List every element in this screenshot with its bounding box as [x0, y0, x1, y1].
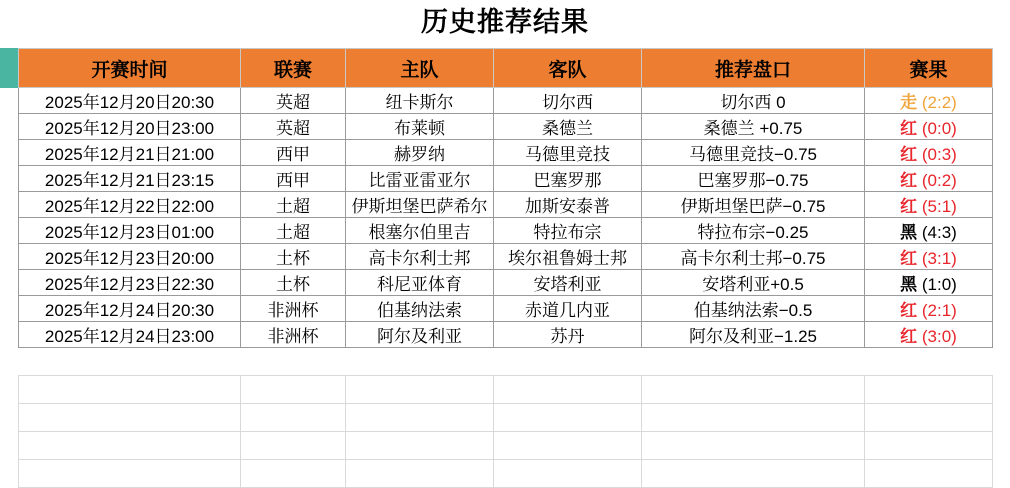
result-label: 黑 [900, 223, 918, 242]
cell-result [865, 166, 993, 192]
empty-cell[interactable] [865, 376, 993, 404]
cell-result [865, 192, 993, 218]
result-label: 红 [900, 327, 918, 346]
column-header-league: 联赛 [241, 49, 346, 88]
status-badge [900, 275, 957, 294]
cell-home-team: 纽卡斯尔 [346, 88, 494, 114]
result-label: 红 [900, 119, 918, 138]
empty-cell[interactable] [19, 404, 241, 432]
empty-row [19, 376, 993, 404]
cell-time: 2025年12月24日20:30 [19, 296, 241, 322]
column-header-result: 赛果 [865, 49, 993, 88]
result-score: (0:2) [917, 171, 957, 190]
status-badge [900, 93, 957, 112]
cell-time: 2025年12月21日21:00 [19, 140, 241, 166]
result-score: (5:1) [917, 197, 957, 216]
cell-result [865, 114, 993, 140]
cell-home-team: 伊斯坦堡巴萨希尔 [346, 192, 494, 218]
cell-home-team: 根塞尔伯里吉 [346, 218, 494, 244]
empty-cell[interactable] [241, 432, 346, 460]
result-label: 红 [900, 249, 918, 268]
empty-row [19, 404, 993, 432]
table-row [19, 244, 993, 270]
cell-time: 2025年12月24日23:00 [19, 322, 241, 348]
result-label: 红 [900, 301, 918, 320]
cell-league: 西甲 [241, 166, 346, 192]
cell-home-team: 比雷亚雷亚尔 [346, 166, 494, 192]
cell-time: 2025年12月23日20:00 [19, 244, 241, 270]
empty-row [19, 432, 993, 460]
cell-home-team: 布莱顿 [346, 114, 494, 140]
empty-cell[interactable] [865, 404, 993, 432]
table-header-row [19, 49, 993, 88]
empty-cell[interactable] [642, 376, 865, 404]
cell-pick: 巴塞罗那−0.75 [642, 166, 865, 192]
cell-home-team: 阿尔及利亚 [346, 322, 494, 348]
cell-away-team: 特拉布宗 [494, 218, 642, 244]
cell-result [865, 322, 993, 348]
empty-cell[interactable] [494, 460, 642, 488]
result-label: 红 [900, 145, 918, 164]
result-score: (3:1) [917, 249, 957, 268]
result-label: 黑 [900, 275, 918, 294]
table-row [19, 270, 993, 296]
cell-pick: 马德里竞技−0.75 [642, 140, 865, 166]
cell-away-team: 桑德兰 [494, 114, 642, 140]
result-label: 红 [900, 171, 918, 190]
cell-time: 2025年12月23日01:00 [19, 218, 241, 244]
page-title: 历史推荐结果 [421, 7, 589, 37]
empty-cell[interactable] [642, 432, 865, 460]
result-score: (3:0) [917, 327, 957, 346]
status-badge [900, 301, 957, 320]
cell-away-team: 切尔西 [494, 88, 642, 114]
cell-away-team: 安塔利亚 [494, 270, 642, 296]
table-row [19, 114, 993, 140]
empty-cell[interactable] [19, 432, 241, 460]
empty-cell[interactable] [494, 376, 642, 404]
cell-home-team: 高卡尔利士邦 [346, 244, 494, 270]
cell-result [865, 244, 993, 270]
empty-cell[interactable] [346, 376, 494, 404]
cell-league: 英超 [241, 88, 346, 114]
column-header-time: 开赛时间 [19, 49, 241, 88]
cell-league: 英超 [241, 114, 346, 140]
cell-result [865, 140, 993, 166]
empty-cell[interactable] [19, 460, 241, 488]
cell-pick: 高卡尔利士邦−0.75 [642, 244, 865, 270]
empty-rows-body [19, 376, 993, 488]
empty-cell[interactable] [642, 404, 865, 432]
status-badge [900, 223, 957, 242]
cell-pick: 伯基纳法索−0.5 [642, 296, 865, 322]
empty-rows-grid [18, 375, 993, 488]
status-badge [900, 119, 957, 138]
empty-cell[interactable] [865, 460, 993, 488]
cell-pick: 切尔西 0 [642, 88, 865, 114]
status-badge [900, 197, 957, 216]
row-accent-marker [0, 48, 18, 88]
result-score: (2:2) [917, 93, 957, 112]
empty-cell[interactable] [346, 460, 494, 488]
table-row [19, 322, 993, 348]
cell-away-team: 马德里竞技 [494, 140, 642, 166]
result-score: (1:0) [917, 275, 957, 294]
status-badge [900, 249, 957, 268]
status-badge [900, 171, 957, 190]
cell-pick: 阿尔及利亚−1.25 [642, 322, 865, 348]
empty-cell[interactable] [19, 376, 241, 404]
cell-pick: 特拉布宗−0.25 [642, 218, 865, 244]
empty-cell[interactable] [346, 404, 494, 432]
cell-league: 土超 [241, 192, 346, 218]
cell-league: 非洲杯 [241, 322, 346, 348]
result-label: 走 [900, 93, 918, 112]
empty-row [19, 460, 993, 488]
table-row [19, 192, 993, 218]
cell-home-team: 科尼亚体育 [346, 270, 494, 296]
result-score: (4:3) [917, 223, 957, 242]
cell-away-team: 苏丹 [494, 322, 642, 348]
result-score: (0:3) [917, 145, 957, 164]
status-badge [900, 145, 957, 164]
cell-result [865, 270, 993, 296]
empty-cell[interactable] [241, 460, 346, 488]
cell-away-team: 埃尔祖鲁姆士邦 [494, 244, 642, 270]
empty-cell[interactable] [494, 404, 642, 432]
status-badge [900, 327, 957, 346]
column-header-home: 主队 [346, 49, 494, 88]
cell-league: 土超 [241, 218, 346, 244]
empty-cell[interactable] [241, 376, 346, 404]
cell-pick: 桑德兰 +0.75 [642, 114, 865, 140]
empty-cell[interactable] [494, 432, 642, 460]
result-label: 红 [900, 197, 918, 216]
table-row [19, 218, 993, 244]
table-row [19, 296, 993, 322]
cell-home-team: 赫罗纳 [346, 140, 494, 166]
empty-cell[interactable] [642, 460, 865, 488]
table-body [19, 88, 993, 348]
table-row [19, 140, 993, 166]
cell-time: 2025年12月20日20:30 [19, 88, 241, 114]
cell-pick: 安塔利亚+0.5 [642, 270, 865, 296]
cell-league: 西甲 [241, 140, 346, 166]
cell-away-team: 赤道几内亚 [494, 296, 642, 322]
cell-league: 土杯 [241, 244, 346, 270]
cell-home-team: 伯基纳法索 [346, 296, 494, 322]
cell-time: 2025年12月21日23:15 [19, 166, 241, 192]
cell-result [865, 88, 993, 114]
cell-time: 2025年12月23日22:30 [19, 270, 241, 296]
cell-pick: 伊斯坦堡巴萨−0.75 [642, 192, 865, 218]
result-score: (0:0) [917, 119, 957, 138]
cell-time: 2025年12月20日23:00 [19, 114, 241, 140]
empty-cell[interactable] [346, 432, 494, 460]
cell-league: 土杯 [241, 270, 346, 296]
cell-result [865, 296, 993, 322]
cell-time: 2025年12月22日22:00 [19, 192, 241, 218]
result-score: (2:1) [917, 301, 957, 320]
cell-result [865, 218, 993, 244]
empty-cell[interactable] [241, 404, 346, 432]
cell-league: 非洲杯 [241, 296, 346, 322]
table-row [19, 88, 993, 114]
empty-cell[interactable] [865, 432, 993, 460]
cell-away-team: 加斯安泰普 [494, 192, 642, 218]
column-header-away: 客队 [494, 49, 642, 88]
history-results-table [18, 48, 993, 348]
cell-away-team: 巴塞罗那 [494, 166, 642, 192]
column-header-pick: 推荐盘口 [642, 49, 865, 88]
table-row [19, 166, 993, 192]
